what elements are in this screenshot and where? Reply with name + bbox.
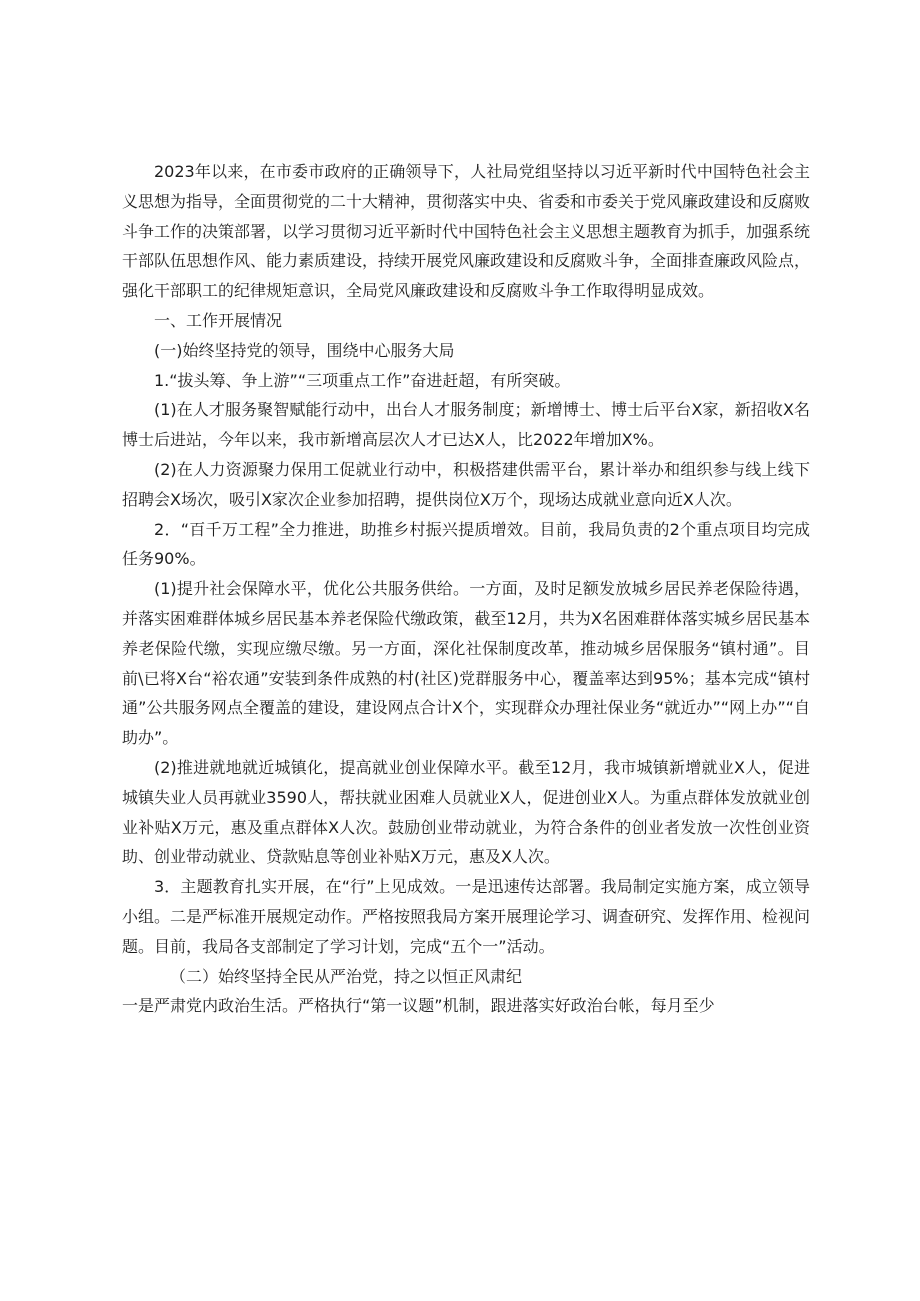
section-heading-work-progress: 一、工作开展情况 — [154, 310, 283, 330]
subsection-heading-strict-governance: （二）始终坚持全民从严治党，持之以恒正风肃纪 — [170, 966, 523, 986]
item-heading-three-key-tasks: 1.“拔头筹、争上游”“三项重点工作”奋进赶超，有所突破。 — [154, 370, 571, 390]
subsection-heading-party-leadership: (一)始终坚持党的领导，围绕中心服务大局 — [154, 340, 455, 360]
document-body — [122, 157, 810, 1021]
paragraph-social-security: (1)提升社会保障水平，优化公共服务供给。一方面，及时足额发放城乡居民养老保险待遇，并落实困难群体城乡居民基本养老保险代缴政策，截至12月，共为X名困难群体落实城乡居民基本养老保险代缴，实现应缴尽缴。另一方面，深化社保制度改革，推动城乡居保服务“镇村通”。目前\已将X台“裕农通”安装到条件成熟的村(社区)党群服务中心，覆盖率达到95%；基本完成“镇村通”公共服务网点全覆盖的建设，建设网点合计X个，实现群众办理社保业务“就近办”“网上办”“自助办”。 — [122, 579, 810, 748]
paragraph-party-political-life: 一是严肃党内政治生活。严格执行“第一议题”机制，跟进落实好政治台帐，每月至少 — [122, 996, 715, 1016]
paragraph-talent-services: (1)在人才服务聚智赋能行动中，出台人才服务制度；新增博士、博士后平台X家，新招收X名博士后进站，今年以来，我市新增高层次人才已达X人，比2022年增加X%。 — [122, 400, 810, 450]
paragraph-urbanization-employment: (2)推进就地就近城镇化，提高就业创业保障水平。截至12月，我市城镇新增就业X人，促进城镇失业人员再就业3590人，帮扶就业困难人员就业X人，促进创业X人。为重点群体发放就业创业补贴X万元，惠及重点群体X人次。鼓励创业带动就业，为符合条件的创业者发放一次性创业资助、创业带动就业、贷款贴息等创业补贴X万元，惠及X人次。 — [122, 757, 810, 867]
item-heading-theme-education: 3．主题教育扎实开展，在“行”上见成效。一是迅速传达部署。我局制定实施方案，成立领导小组。二是严标准开展规定动作。严格按照我局方案开展理论学习、调查研究、发挥作用、检视问题。目前，我局各支部制定了学习计划，完成“五个一”活动。 — [122, 877, 811, 956]
intro-paragraph: 2023年以来，在市委市政府的正确领导下，人社局党组坚持以习近平新时代中国特色社会主义思想为指导，全面贯彻党的二十大精神，贯彻落实中央、省委和市委关于党风廉政建设和反腐败斗争工作的决策部署，以学习贯彻习近平新时代中国特色社会主义思想主题教育为抓手，加强系统干部队伍思想作风、能力素质建设，持续开展党风廉政建设和反腐败斗争，全面排查廉政风险点，强化干部职工的纪律规矩意识，全局党风廉政建设和反腐败斗争工作取得明显成效。 — [122, 162, 811, 301]
item-heading-hundred-thousand-project: 2．“百千万工程”全力推进，助推乡村振兴提质增效。目前，我局负责的2个重点项目均完成任务90%。 — [122, 519, 810, 569]
paragraph-employment-action: (2)在人力资源聚力保用工促就业行动中，积极搭建供需平台，累计举办和组织参与线上线下招聘会X场次，吸引X家次企业参加招聘，提供岗位X万个，现场达成就业意向近X人次。 — [122, 459, 810, 509]
